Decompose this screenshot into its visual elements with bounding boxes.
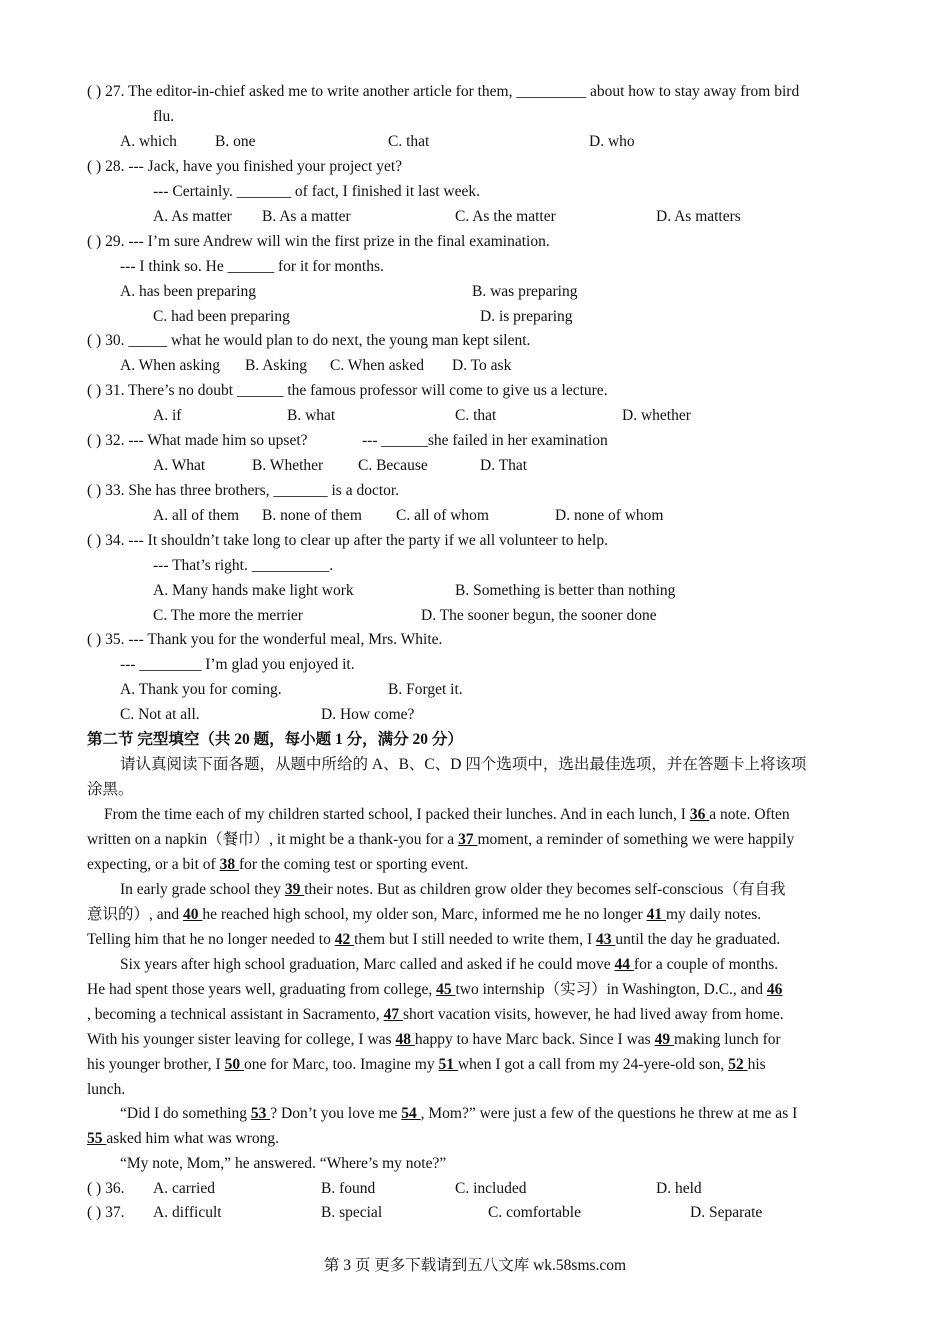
blank-43: 43 (596, 931, 616, 948)
blank-47: 47 (383, 1006, 403, 1023)
passage-line: Six years after high school graduation, Marc called and asked if he could move 44 for a couple of months. (120, 956, 779, 973)
q31-option-d: D. whether (622, 407, 691, 424)
q37-option-b: B. special (321, 1204, 383, 1221)
q35-stem: ( ) 35. --- Thank you for the wonderful meal, Mrs. White. (87, 631, 443, 648)
blank-46: 46 (766, 981, 783, 998)
blank-42: 42 (334, 931, 355, 948)
q30-option-b: B. Asking (245, 357, 308, 374)
passage-line: , becoming a technical assistant in Sacramento, 47 short vacation visits, however, he had lived away from home. (87, 1006, 784, 1023)
q31-option-c: C. that (455, 407, 497, 424)
section-title: 第二节 完型填空（共 20 题，每小题 1 分，满分 20 分） (87, 731, 463, 748)
blank-53: 53 (250, 1105, 271, 1122)
blank-49: 49 (654, 1031, 674, 1048)
blank-54: 54 (401, 1105, 421, 1122)
q29-option-d: D. is preparing (480, 308, 573, 325)
q33-option-a: A. all of them (153, 507, 240, 524)
passage-line: With his younger sister leaving for college, I was 48 happy to have Marc back. Since I was 49 making lunch for (87, 1031, 781, 1048)
q35-option-a: A. Thank you for coming. (120, 681, 282, 698)
blank-55: 55 (87, 1130, 107, 1147)
q28-option-b: B. As a matter (262, 208, 351, 225)
blank-36: 36 (689, 806, 710, 823)
q32-stem: ( ) 32. --- What made him so upset? (87, 432, 308, 449)
q33-option-b: B. none of them (262, 507, 362, 524)
blank-38: 38 (219, 856, 239, 873)
q28-option-c: C. As the matter (455, 208, 556, 225)
q34-option-d: D. The sooner begun, the sooner done (421, 607, 657, 624)
q27-stem-cont: flu. (153, 108, 175, 125)
q36-option-d: D. held (656, 1180, 702, 1197)
passage-line: In early grade school they 39 their notes. But as children grow older they becomes self-conscious（有自我 (120, 881, 786, 898)
q29-dialogue: --- I think so. He ______ for it for months. (120, 258, 384, 275)
blank-48: 48 (395, 1031, 415, 1048)
q34-option-c: C. The more the merrier (153, 607, 303, 624)
q27-option-d: D. who (589, 133, 635, 150)
passage-line: “Did I do something 53 ? Don’t you love me 54 , Mom?” were just a few of the questions he threw at me as I (120, 1105, 798, 1122)
blank-41: 41 (646, 906, 666, 923)
q31-option-b: B. what (287, 407, 336, 424)
q27-option-c: C. that (388, 133, 430, 150)
q27-option-b: B. one (215, 133, 256, 150)
blank-52: 52 (728, 1056, 748, 1073)
q36-option-c: C. included (455, 1180, 527, 1197)
section-instructions: 请认真阅读下面各题，从题中所给的 A、B、C、D 四个选项中，选出最佳选项，并在答题卡上将该项 (120, 756, 807, 773)
q31-option-a: A. if (153, 407, 182, 424)
passage-line: From the time each of my children started school, I packed their lunches. And in each lunch, I 36 a note. Often (104, 806, 790, 823)
q28-dialogue: --- Certainly. _______ of fact, I finished it last week. (153, 183, 480, 200)
section-instructions-cont: 涂黑。 (87, 781, 134, 798)
q35-option-c: C. Not at all. (120, 706, 200, 723)
passage-line: his younger brother, I 50 one for Marc, too. Imagine my 51 when I got a call from my 24-yere-old son, 52 his (87, 1056, 766, 1073)
q34-dialogue: --- That’s right. __________. (153, 557, 334, 574)
page-footer: 第 3 页 更多下载请到五八文库 wk.58sms.com (323, 1257, 627, 1274)
q31-stem: ( ) 31. There’s no doubt ______ the famous professor will come to give us a lecture. (87, 382, 608, 399)
q35-option-b: B. Forget it. (388, 681, 463, 698)
q32-dialogue: --- ______she failed in her examination (362, 432, 608, 449)
q30-option-a: A. When asking (120, 357, 221, 374)
q32-option-a: A. What (153, 457, 206, 474)
q29-option-b: B. was preparing (472, 283, 578, 300)
passage-line: Telling him that he no longer needed to 42 them but I still needed to write them, I 43 until the day he graduated. (87, 931, 781, 948)
q37-number: ( ) 37. (87, 1204, 125, 1221)
passage-line: “My note, Mom,” he answered. “Where’s my note?” (120, 1155, 447, 1172)
q28-stem: ( ) 28. --- Jack, have you finished your project yet? (87, 158, 403, 175)
passage-line: written on a napkin（餐巾）, it might be a thank-you for a 37 moment, a reminder of something we were happily (87, 831, 795, 848)
q30-option-d: D. To ask (452, 357, 512, 374)
blank-44: 44 (614, 956, 634, 973)
q30-stem: ( ) 30. _____ what he would plan to do next, the young man kept silent. (87, 332, 531, 349)
q30-option-c: C. When asked (330, 357, 424, 374)
q36-option-a: A. carried (153, 1180, 215, 1197)
q28-option-d: D. As matters (656, 208, 741, 225)
q29-option-a: A. has been preparing (120, 283, 257, 300)
blank-51: 51 (438, 1056, 458, 1073)
blank-45: 45 (436, 981, 456, 998)
q33-option-d: D. none of whom (555, 507, 664, 524)
q37-option-c: C. comfortable (488, 1204, 581, 1221)
q27-option-a: A. which (120, 133, 177, 150)
passage-line: 意识的）, and 40 he reached high school, my older son, Marc, informed me he no longer 41 my daily notes. (87, 906, 762, 923)
q27-stem: ( ) 27. The editor-in-chief asked me to write another article for them, _________ about how to stay away from bird (87, 83, 800, 100)
blank-37: 37 (458, 831, 478, 848)
passage-line: 55 asked him what was wrong. (87, 1130, 279, 1147)
q33-stem: ( ) 33. She has three brothers, _______ is a doctor. (87, 482, 400, 499)
blank-50: 50 (224, 1056, 244, 1073)
q33-option-c: C. all of whom (396, 507, 489, 524)
q29-option-c: C. had been preparing (153, 308, 290, 325)
q28-option-a: A. As matter (153, 208, 232, 225)
q32-option-c: C. Because (358, 457, 428, 474)
q34-option-b: B. Something is better than nothing (455, 582, 676, 599)
q32-option-d: D. That (480, 457, 528, 474)
q32-option-b: B. Whether (252, 457, 324, 474)
passage-line: expecting, or a bit of 38 for the coming test or sporting event. (87, 856, 469, 873)
q37-option-d: D. Separate (690, 1204, 763, 1221)
q35-dialogue: --- ________ I’m glad you enjoyed it. (120, 656, 355, 673)
q34-option-a: A. Many hands make light work (153, 582, 354, 599)
blank-39: 39 (284, 881, 305, 898)
q36-number: ( ) 36. (87, 1180, 125, 1197)
passage-line: He had spent those years well, graduating from college, 45 two internship（实习）in Washington, D.C., and 46 (87, 981, 783, 998)
q35-option-d: D. How come? (321, 706, 415, 723)
q36-option-b: B. found (321, 1180, 376, 1197)
q37-option-a: A. difficult (153, 1204, 222, 1221)
q34-stem: ( ) 34. --- It shouldn’t take long to clear up after the party if we all volunteer to help. (87, 532, 608, 549)
q29-stem: ( ) 29. --- I’m sure Andrew will win the first prize in the final examination. (87, 233, 550, 250)
passage-line: lunch. (87, 1081, 126, 1098)
blank-40: 40 (183, 906, 203, 923)
